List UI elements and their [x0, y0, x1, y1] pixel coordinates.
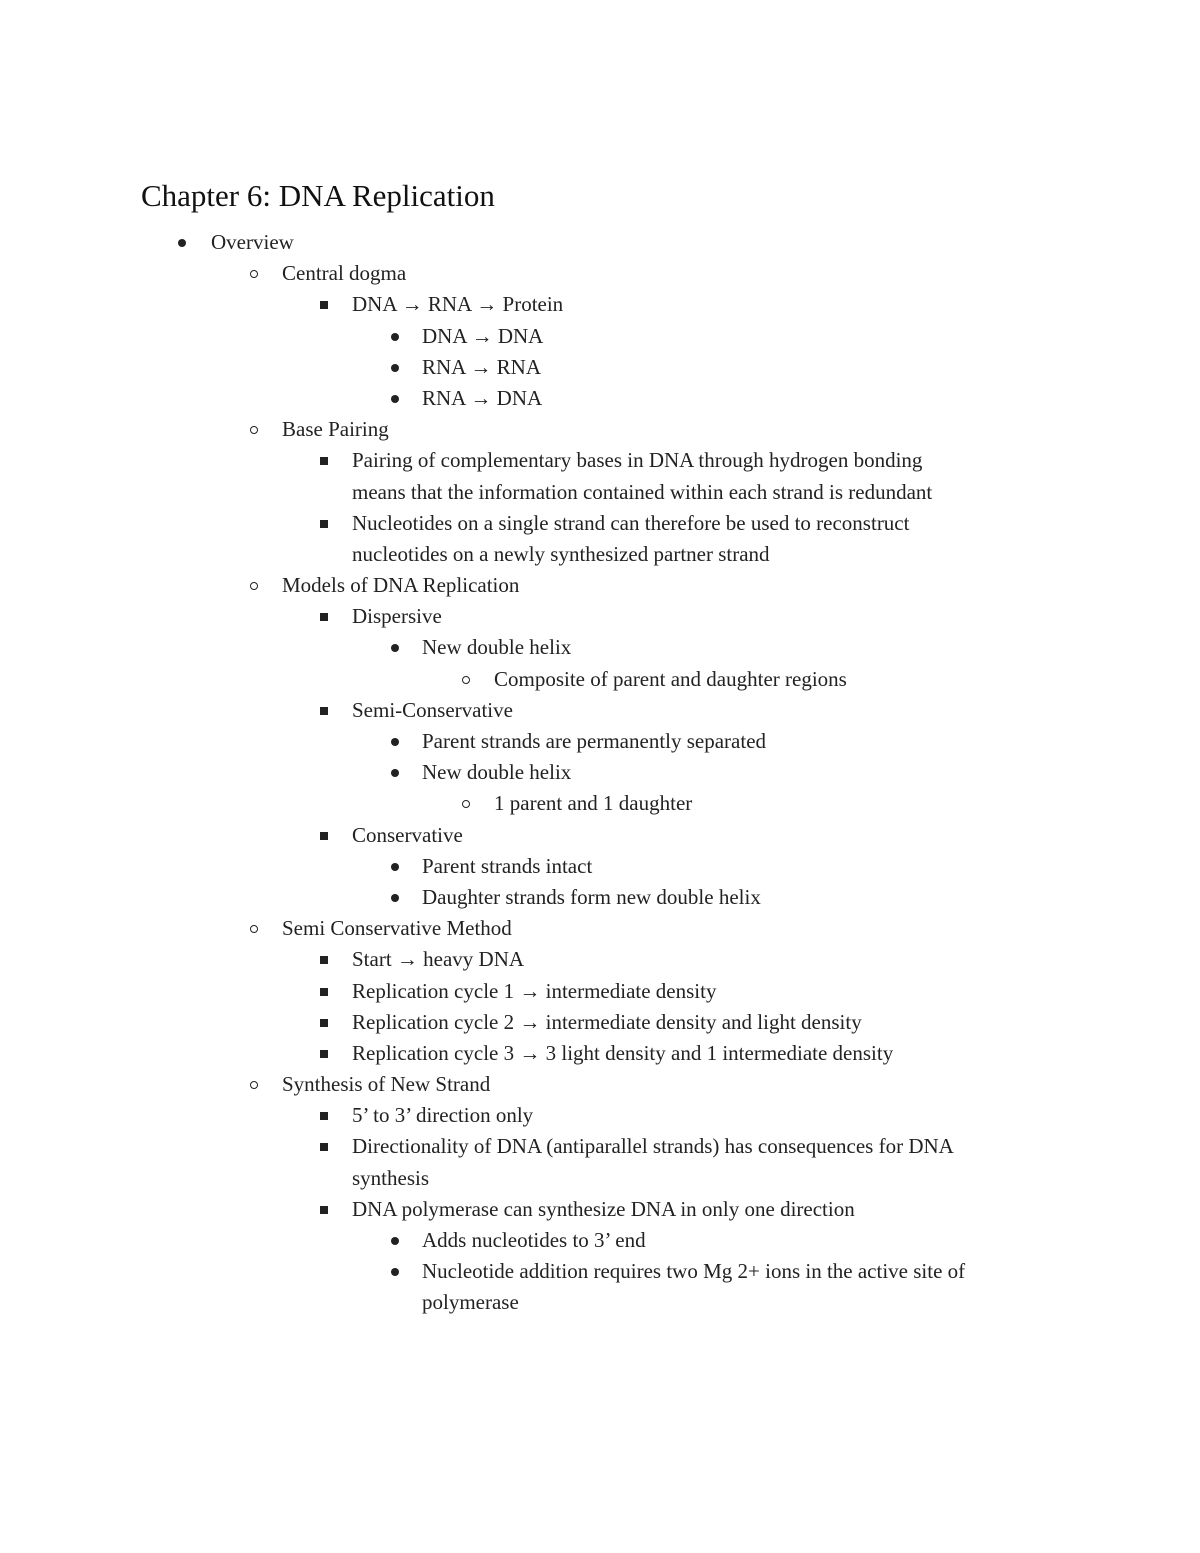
bullet-square-icon: [320, 707, 328, 715]
list-item: [0, 477, 1200, 508]
bullet-disc-icon: [391, 863, 399, 871]
list-item: [0, 258, 1200, 289]
list-item: [0, 944, 1200, 975]
list-item-text: New double helix: [422, 635, 572, 660]
list-item: [0, 321, 1200, 352]
list-item: [0, 1007, 1200, 1038]
bullet-circle-icon: [250, 426, 258, 434]
list-item-text: Adds nucleotides to 3’ end: [422, 1228, 646, 1252]
list-item-text: RNA → DNA: [422, 385, 543, 410]
bullet-square-icon: [320, 457, 328, 465]
list-item: [0, 1287, 1200, 1318]
list-item: [0, 788, 1200, 819]
bullet-disc-icon: [391, 644, 399, 652]
list-item-text: nucleotides on a newly synthesized partner strand: [352, 541, 770, 566]
list-item-text: Dispersive: [352, 604, 442, 629]
list-item: [0, 1038, 1200, 1069]
list-item-text: Replication cycle 2 → intermediate density and light density: [352, 1009, 862, 1034]
bullet-square-icon: [320, 301, 328, 309]
bullet-square-icon: [320, 1019, 328, 1027]
list-item: [0, 539, 1200, 570]
bullet-circle-icon: [250, 582, 258, 590]
list-item-text: Synthesis of New Strand: [282, 1072, 491, 1097]
list-item-text: Daughter strands form new double helix: [422, 884, 761, 909]
list-item: [0, 352, 1200, 383]
list-item-text: 1 parent and 1 daughter: [494, 791, 693, 816]
list-item: [0, 1194, 1200, 1225]
list-item: [0, 1163, 1200, 1194]
list-item: [0, 1131, 1200, 1162]
list-item: [0, 882, 1200, 913]
bullet-disc-icon: [391, 333, 399, 341]
bullet-circle-icon: [250, 1081, 258, 1089]
list-item: [0, 976, 1200, 1007]
list-item-text: Replication cycle 3 → 3 light density and 1 intermediate density: [352, 1040, 894, 1065]
bullet-circle-icon: [250, 270, 258, 278]
list-item-text: Replication cycle 1 → intermediate density: [352, 978, 717, 1003]
list-item-text: polymerase: [422, 1290, 519, 1315]
list-item-text: DNA polymerase can synthesize DNA in only one direction: [352, 1196, 855, 1221]
list-item: [0, 227, 1200, 258]
bullet-circle-icon: [250, 925, 258, 933]
list-item-text: Conservative: [352, 822, 463, 847]
list-item-text: DNA → DNA: [422, 323, 544, 348]
list-item: [0, 508, 1200, 539]
list-item-text: DNA → RNA → Protein: [352, 292, 564, 317]
bullet-disc-icon: [178, 239, 186, 247]
bullet-square-icon: [320, 1050, 328, 1058]
list-item-text: Start → heavy DNA: [352, 947, 525, 972]
bullet-square-icon: [320, 520, 328, 528]
list-item-text: Base Pairing: [282, 417, 389, 442]
list-item-text: New double helix: [422, 760, 572, 785]
list-item-text: Models of DNA Replication: [282, 573, 520, 598]
bullet-square-icon: [320, 1143, 328, 1151]
list-item-text: Composite of parent and daughter regions: [494, 666, 847, 691]
list-item-text: means that the information contained within each strand is redundant: [352, 479, 933, 504]
list-item: [0, 383, 1200, 414]
list-item: [0, 726, 1200, 757]
list-item-text: Overview: [211, 230, 294, 254]
bullet-square-icon: [320, 988, 328, 996]
bullet-square-icon: [320, 956, 328, 964]
list-item: [0, 664, 1200, 695]
list-item: [0, 1100, 1200, 1131]
bullet-disc-icon: [391, 769, 399, 777]
list-item: [0, 851, 1200, 882]
bullet-disc-icon: [391, 395, 399, 403]
list-item: [0, 1225, 1200, 1256]
list-item-text: Parent strands intact: [422, 853, 593, 878]
list-item-text: Directionality of DNA (antiparallel strands) has consequences for DNA: [352, 1134, 954, 1159]
list-item-text: Semi Conservative Method: [282, 916, 512, 941]
bullet-disc-icon: [391, 738, 399, 746]
list-item-text: Semi-Conservative: [352, 697, 513, 722]
list-item-text: synthesis: [352, 1165, 430, 1190]
list-item: [0, 757, 1200, 788]
list-item-text: 5’ to 3’ direction only: [352, 1103, 534, 1128]
bullet-square-icon: [320, 613, 328, 621]
list-item: [0, 289, 1200, 320]
list-item-text: Pairing of complementary bases in DNA through hydrogen bonding: [352, 448, 923, 473]
list-item: [0, 913, 1200, 944]
list-item: [0, 632, 1200, 663]
bullet-square-icon: [320, 832, 328, 840]
bullet-circle-icon: [462, 676, 470, 684]
bullet-disc-icon: [391, 364, 399, 372]
list-item-text: Parent strands are permanently separated: [422, 729, 767, 753]
bullet-square-icon: [320, 1112, 328, 1120]
page-title: Chapter 6: DNA Replication: [141, 178, 495, 213]
list-item: [0, 445, 1200, 476]
list-item: [0, 1069, 1200, 1100]
list-item: [0, 1256, 1200, 1287]
list-item: [0, 695, 1200, 726]
bullet-disc-icon: [391, 894, 399, 902]
list-item: [0, 570, 1200, 601]
bullet-circle-icon: [462, 800, 470, 808]
outline-list: [0, 227, 1200, 1319]
bullet-disc-icon: [391, 1237, 399, 1245]
list-item-text: RNA → RNA: [422, 354, 542, 379]
list-item-text: Central dogma: [282, 261, 407, 286]
list-item-text: Nucleotide addition requires two Mg 2+ ions in the active site of: [422, 1259, 966, 1284]
list-item: [0, 601, 1200, 632]
list-item: [0, 820, 1200, 851]
bullet-disc-icon: [391, 1268, 399, 1276]
list-item: [0, 414, 1200, 445]
bullet-square-icon: [320, 1206, 328, 1214]
list-item-text: Nucleotides on a single strand can therefore be used to reconstruct: [352, 510, 910, 535]
